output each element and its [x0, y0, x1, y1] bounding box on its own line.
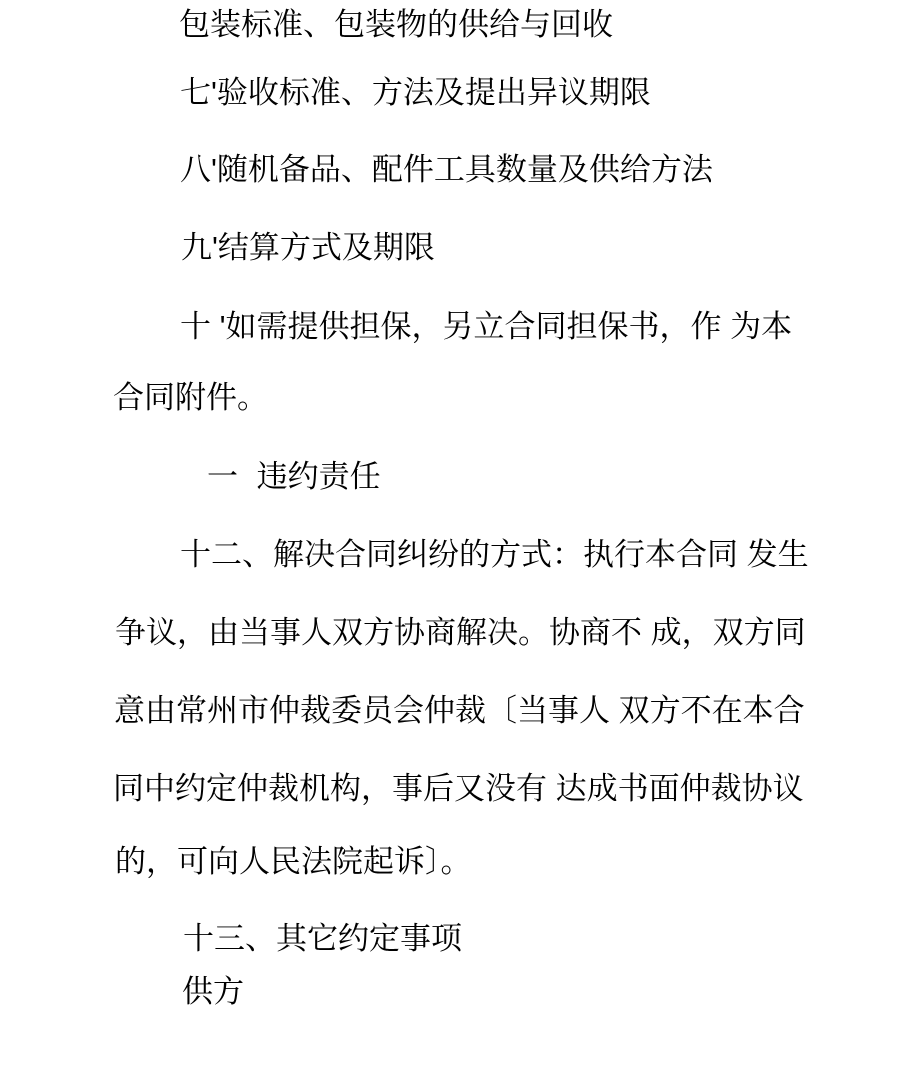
- document-line: 一 违约责任: [207, 459, 381, 494]
- document-line: 十二、解决合同纠纷的方式：执行本合同 发生: [180, 537, 809, 572]
- document-line: 的，可向人民法院起诉〕。: [115, 844, 472, 879]
- document-line: 八'随机备品、配件工具数量及供给方法: [180, 152, 713, 187]
- document-line: 七'验收标准、方法及提出异议期限: [180, 75, 651, 110]
- document-line: 意由常州市仲裁委员会仲裁〔当事人 双方不在本合: [114, 693, 805, 728]
- document-line: 供方: [182, 974, 244, 1009]
- document-line: 争议，由当事人双方协商解决。协商不 成，双方同: [115, 615, 806, 650]
- document-line: 九'结算方式及期限: [181, 230, 435, 265]
- document-line: 十三、其它约定事项: [183, 921, 462, 956]
- document-line: 同中约定仲裁机构，事后又没有 达成书面仲裁协议: [113, 771, 804, 806]
- document-line: 合同附件。: [113, 380, 268, 415]
- document-line: 十 '如需提供担保，另立合同担保书，作 为本: [180, 309, 793, 344]
- document-line: 包装标准、包装物的供给与回收: [179, 7, 613, 42]
